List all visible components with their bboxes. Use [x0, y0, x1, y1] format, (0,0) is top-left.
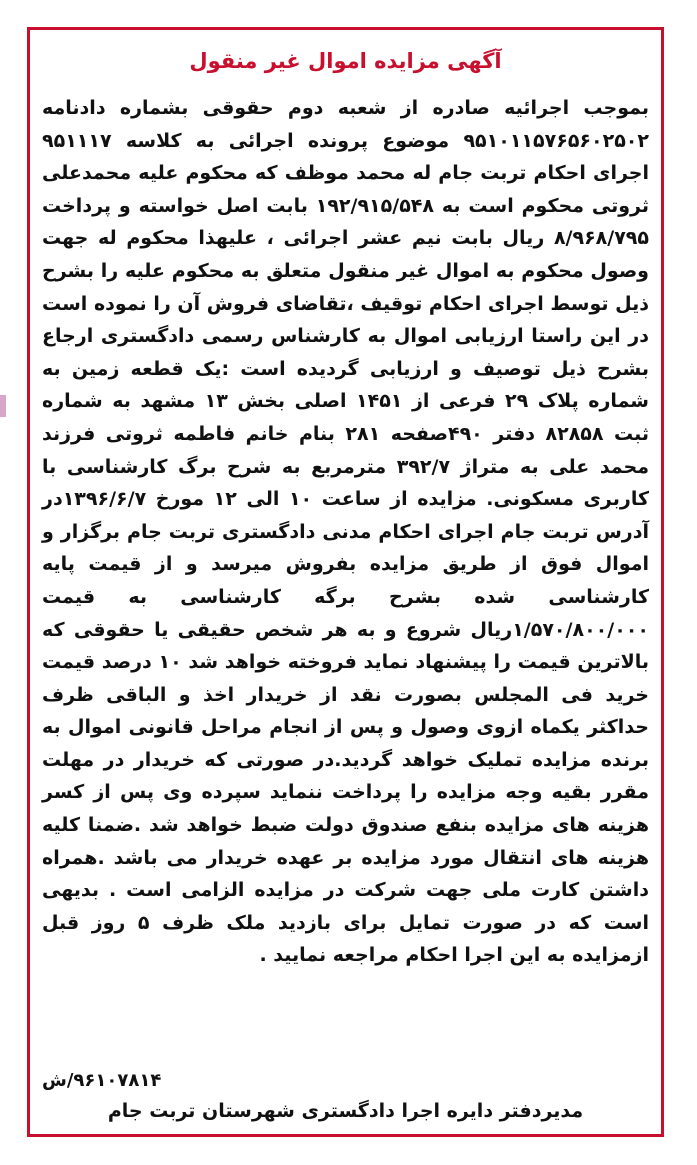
- notice-frame: [27, 27, 664, 1137]
- notice-title: آگهی مزایده اموال غیر منقول: [189, 49, 502, 73]
- reference-number: ۹۶۱۰۷۸۱۴/ش: [42, 1070, 162, 1091]
- edge-mark: [0, 395, 6, 417]
- notice-body: بموجب اجرائیه صادره از شعبه دوم حقوقی بشماره دادنامه ۹۵۱۰۱۱۵۷۶۵۶۰۲۵۰۲ موضوع پرونده اجرائی به کلاسه ۹۵۱۱۱۷ اجرای احکام تربت جام له محمد موظف که محکوم علیه محمدعلی ثروتی محکوم است به ۱۹۲/۹۱۵/۵۴۸ بابت اصل خواسته و پرداخت ۸/۹۶۸/۷۹۵ ریال بابت نیم عشر اجرائی ، علیهذا محکوم له جهت وصول محکوم به اموال غیر منقول متعلق به محکوم علیه را بشرح ذیل توسط اجرای احکام توقیف ،تقاضای فروش آن را نموده است در این راستا ارزیابی اموال به کارشناس رسمی دادگستری ارجاع بشرح ذیل توصیف و ارزیابی گردیده است :یک قطعه زمین به شماره پلاک ۲۹ فرعی از ۱۴۵۱ اصلی بخش ۱۳ مشهد به شماره ثبت ۸۲۸۵۸ دفتر ۴۹۰صفحه ۲۸۱ بنام خانم فاطمه ثروتی فرزند محمد علی به متراژ ۳۹۲/۷ مترمربع به شرح برگ کارشناسی با کاربری مسکونی. مزایده از ساعت ۱۰ الی ۱۲ مورخ ۱۳۹۶/۶/۷در آدرس تربت جام اجرای احکام مدنی دادگستری تربت جام برگزار و اموال فوق از طریق مزایده بفروش میرسد و از قیمت پایه کارشناسی شده بشرح برگه کارشناسی به قیمت ۱/۵۷۰/۸۰۰/۰۰۰ریال شروع و به هر شخص حقیقی یا حقوقی که بالاترین قیمت را پیشنهاد نماید فروخته خواهد شد ۱۰ درصد قیمت خرید فی المجلس بصورت نقد از خریدار اخذ و الباقی ظرف حداکثر یکماه ازوی وصول و پس از انجام مراحل قانونی اموال به برنده مزایده تملیک خواهد گردید.در صورتی که خریدار در مهلت مقرر بقیه وجه مزایده را پرداخت ننماید سپرده وی پس از کسر هزینه های مزایده بنفع صندوق دولت ضبط خواهد شد .ضمنا کلیه هزینه های انتقال مورد مزایده بر عهده خریدار می باشد .همراه داشتن کارت ملی جهت شرکت در مزایده الزامی است . بدیهی است که در صورت تمایل برای بازدید ملک ظرف ۵ روز قبل ازمزایده به این اجرا احکام مراجعه نمایید .: [42, 97, 650, 967]
- signature-line: مدیردفتر دایره اجرا دادگستری شهرستان تربت جام: [107, 1100, 584, 1122]
